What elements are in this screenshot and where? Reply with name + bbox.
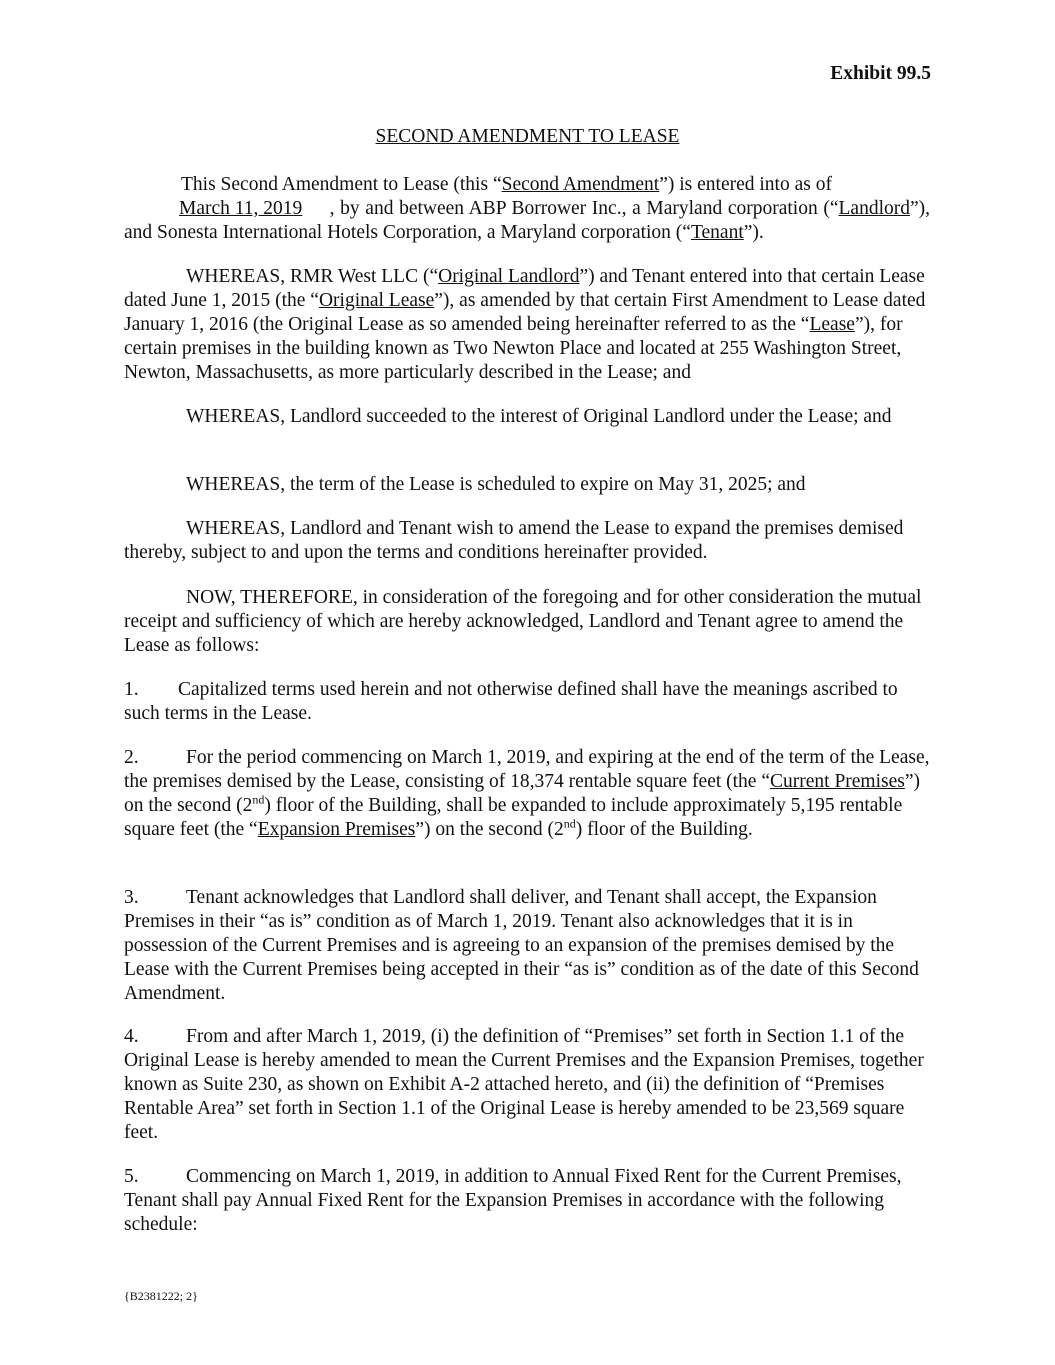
document-title: SECOND AMENDMENT TO LEASE [375, 126, 680, 147]
now-therefore-paragraph: NOW, THEREFORE, in consideration of the foregoing and for other consideration the mutual receipt and sufficiency of which are hereby acknowledged, Landlord and Tenant agree to amend the Lease as follows: [124, 587, 922, 656]
defined-term-original-lease: Original Lease [318, 290, 435, 311]
section-4: 4. From and after March 1, 2019, (i) the definition of “Premises” set forth in Section 1.1 of the Original Lease is hereby amended to mean the Current Premises and the Expansion Premises, together known as Suite 230, as shown on Exhibit A-2 attached hereto, and (ii) the definition of “Premises Rentable Area” set forth in Section 1.1 of the Original Lease is hereby amended to be 23,569 square feet. [124, 1026, 924, 1143]
defined-term-landlord: Landlord [838, 198, 910, 219]
defined-term-current-premises: Current Premises [770, 771, 905, 792]
section-number: 1. [124, 679, 139, 700]
whereas-paragraph-1: WHEREAS, RMR West LLC (“Original Landlord”) and Tenant entered into that certain Lease dated June 1, 2015 (the “Original Lease”), as amended by that certain First Amendment to Lease dated January 1, 2016 (the Original Lease as so amended being hereinafter referred to as the “Lease”), for certain premises in the building known as Two Newton Place and located at 255 Washington Street, Newton, Massachusetts, as more particularly described in the Lease; and [124, 266, 926, 383]
section-number: 3. [124, 887, 139, 908]
section-3: 3. Tenant acknowledges that Landlord shall deliver, and Tenant shall accept, the Expansion Premises in their “as is” condition as of March 1, 2019. Tenant also acknowledges that it is in possession of the Current Premises and is agreeing to an expansion of the premises demised by the Lease with the Current Premises being accepted in their “as is” condition as of the date of this Second Amendment. [124, 887, 919, 1004]
whereas-paragraph-4: WHEREAS, Landlord and Tenant wish to amend the Lease to expand the premises demised thereby, subject to and upon the terms and conditions hereinafter provided. [124, 518, 904, 563]
defined-term-expansion-premises: Expansion Premises [257, 819, 416, 840]
section-2: 2. For the period commencing on March 1, 2019, and expiring at the end of the term of the Lease, the premises demised by the Lease, consisting of 18,374 rentable square feet (the “Current Premises”) on the second (2nd) floor of the Building, shall be expanded to include approximately 5,195 rentable square feet (the “Expansion Premises”) on the second (2nd) floor of the Building. [124, 747, 930, 840]
section-5: 5. Commencing on March 1, 2019, in addition to Annual Fixed Rent for the Current Premises, Tenant shall pay Annual Fixed Rent for the Expansion Premises in accordance with the following schedule: [124, 1166, 902, 1235]
exhibit-label: Exhibit 99.5 [830, 63, 931, 84]
section-number: 2. [124, 747, 139, 768]
whereas-paragraph-3: WHEREAS, the term of the Lease is scheduled to expire on May 31, 2025; and [186, 474, 806, 495]
section-1: 1. Capitalized terms used herein and not otherwise defined shall have the meanings ascribed to such terms in the Lease. [124, 679, 898, 724]
defined-term-lease: Lease [809, 314, 855, 335]
section-number: 4. [124, 1026, 139, 1047]
defined-term-original-landlord: Original Landlord [438, 266, 580, 287]
defined-term-tenant: Tenant [690, 222, 744, 243]
defined-term-second-amendment: Second Amendment [501, 174, 660, 195]
intro-line-1: This Second Amendment to Lease (this “Second Amendment”) is entered into as of [181, 174, 832, 195]
effective-date: March 11, 2019 [179, 198, 303, 219]
whereas-paragraph-2: WHEREAS, Landlord succeeded to the interest of Original Landlord under the Lease; and [186, 406, 892, 427]
section-number: 5. [124, 1166, 139, 1187]
footer-doc-id: {B2381222; 2} [124, 1289, 198, 1303]
intro-paragraph: March 11, 2019 , by and between ABP Borrower Inc., a Maryland corporation (“Landlord”), and Sonesta International Hotels Corporation, a Maryland corporation (“Tenant”). [124, 198, 931, 243]
